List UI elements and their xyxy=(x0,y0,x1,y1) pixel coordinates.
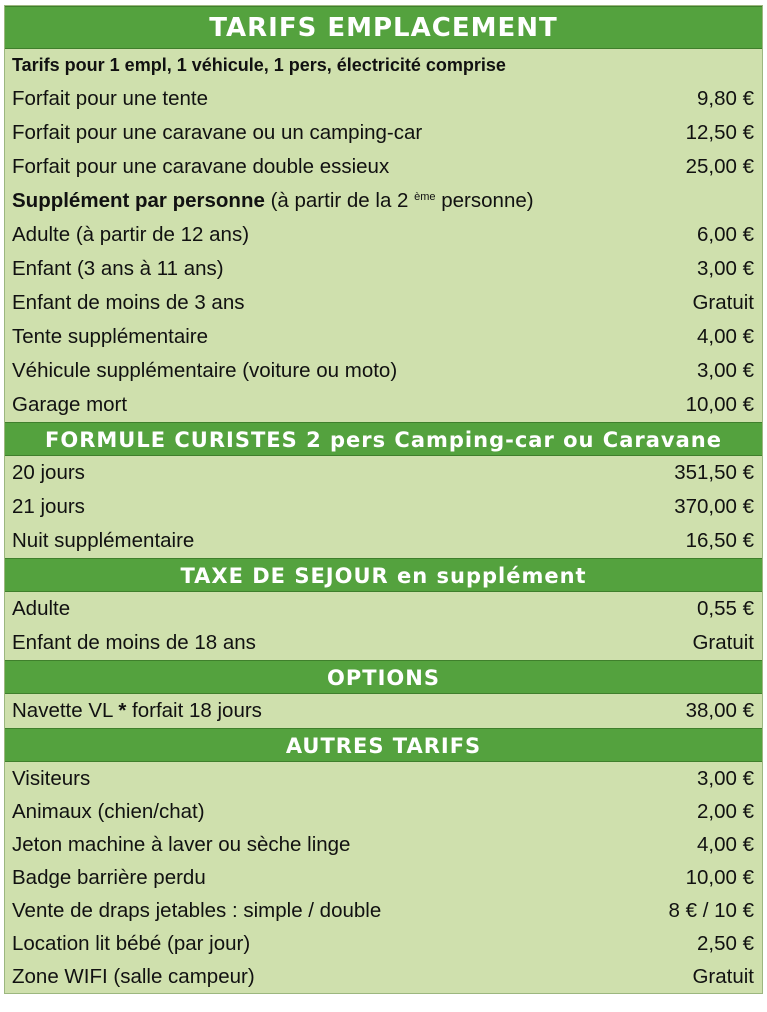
row-label: 21 jours xyxy=(12,495,85,518)
price-row xyxy=(5,694,762,728)
section-header-autres-tarifs: AUTRES TARIFS xyxy=(5,728,762,762)
supplement-pre: (à partir de la 2 xyxy=(264,189,415,212)
price-row xyxy=(5,456,762,490)
row-label: Location lit bébé (par jour) xyxy=(12,931,251,955)
row-price: Gratuit xyxy=(692,631,754,654)
row-label: Visiteurs xyxy=(12,766,91,790)
supplement-bold: Supplément par personne xyxy=(12,189,265,212)
row-label: Forfait pour une caravane ou un camping-car xyxy=(12,121,423,144)
row-label: Badge barrière perdu xyxy=(12,865,206,889)
row-label: Adulte xyxy=(12,597,71,620)
price-row xyxy=(5,828,762,861)
row-label: Enfant de moins de 18 ans xyxy=(12,631,256,654)
price-row xyxy=(5,116,762,150)
price-row xyxy=(5,894,762,927)
row-price: 10,00 € xyxy=(685,865,754,889)
navette-label-pre: Navette VL xyxy=(12,699,119,722)
navette-label-post: forfait 18 jours xyxy=(126,699,262,722)
row-label: Enfant de moins de 3 ans xyxy=(12,291,245,314)
row-price: 16,50 € xyxy=(685,529,754,552)
price-row xyxy=(5,762,762,795)
section-header-emplacement: TARIFS EMPLACEMENT xyxy=(5,6,762,49)
row-label: Jeton machine à laver ou sèche linge xyxy=(12,832,351,856)
row-price: Gratuit xyxy=(692,291,754,314)
price-row xyxy=(5,960,762,993)
row-label: Enfant (3 ans à 11 ans) xyxy=(12,257,224,280)
price-row xyxy=(5,861,762,894)
row-label: Animaux (chien/chat) xyxy=(12,799,205,823)
row-price: 6,00 € xyxy=(697,223,754,246)
row-price: 2,00 € xyxy=(697,799,754,823)
row-price: 25,00 € xyxy=(685,155,754,178)
row-label: Tente supplémentaire xyxy=(12,325,209,348)
row-label: Adulte (à partir de 12 ans) xyxy=(12,223,250,246)
supplement-heading xyxy=(12,189,534,213)
price-row xyxy=(5,388,762,422)
row-price: 3,00 € xyxy=(697,359,754,382)
price-row xyxy=(5,927,762,960)
row-price: 3,00 € xyxy=(697,766,754,790)
price-row xyxy=(5,252,762,286)
row-price: 351,50 € xyxy=(674,461,754,484)
row-price: 3,00 € xyxy=(697,257,754,280)
row-price: 370,00 € xyxy=(674,495,754,518)
price-row xyxy=(5,524,762,558)
row-price: 2,50 € xyxy=(697,931,754,955)
row-label: Garage mort xyxy=(12,393,128,416)
section-header-options: OPTIONS xyxy=(5,660,762,694)
row-price: 10,00 € xyxy=(685,393,754,416)
price-row xyxy=(5,82,762,116)
row-price: 38,00 € xyxy=(685,699,754,722)
row-label xyxy=(12,699,262,723)
row-label: Forfait pour une caravane double essieux xyxy=(12,155,390,178)
subtitle-text: Tarifs pour 1 empl, 1 véhicule, 1 pers, électricité comprise xyxy=(12,55,506,75)
row-label: Vente de draps jetables : simple / double xyxy=(12,898,382,922)
price-row xyxy=(5,150,762,184)
asterisk-mark: * xyxy=(118,699,127,722)
supplement-post: personne) xyxy=(435,189,534,212)
price-row xyxy=(5,320,762,354)
row-label: Forfait pour une tente xyxy=(12,87,209,110)
price-row xyxy=(5,286,762,320)
supplement-heading-row xyxy=(5,184,762,218)
price-row xyxy=(5,592,762,626)
row-price: 4,00 € xyxy=(697,832,754,856)
section-header-curistes: FORMULE CURISTES 2 pers Camping-car ou Caravane xyxy=(5,422,762,456)
price-row xyxy=(5,795,762,828)
row-price: Gratuit xyxy=(692,964,754,988)
row-label: 20 jours xyxy=(12,461,85,484)
price-row xyxy=(5,490,762,524)
price-row xyxy=(5,354,762,388)
price-row xyxy=(5,626,762,660)
section-header-taxe-sejour: TAXE DE SEJOUR en supplément xyxy=(5,558,762,592)
row-price: 12,50 € xyxy=(685,121,754,144)
row-label: Zone WIFI (salle campeur) xyxy=(12,964,255,988)
row-price: 0,55 € xyxy=(697,597,754,620)
price-row xyxy=(5,218,762,252)
row-price: 9,80 € xyxy=(697,87,754,110)
row-label: Véhicule supplémentaire (voiture ou moto) xyxy=(12,359,398,382)
row-price: 8 € / 10 € xyxy=(668,898,754,922)
row-price: 4,00 € xyxy=(697,325,754,348)
emplacement-subtitle xyxy=(5,49,762,82)
row-label: Nuit supplémentaire xyxy=(12,529,195,552)
price-list xyxy=(4,5,763,994)
supplement-sup: ème xyxy=(414,191,436,203)
